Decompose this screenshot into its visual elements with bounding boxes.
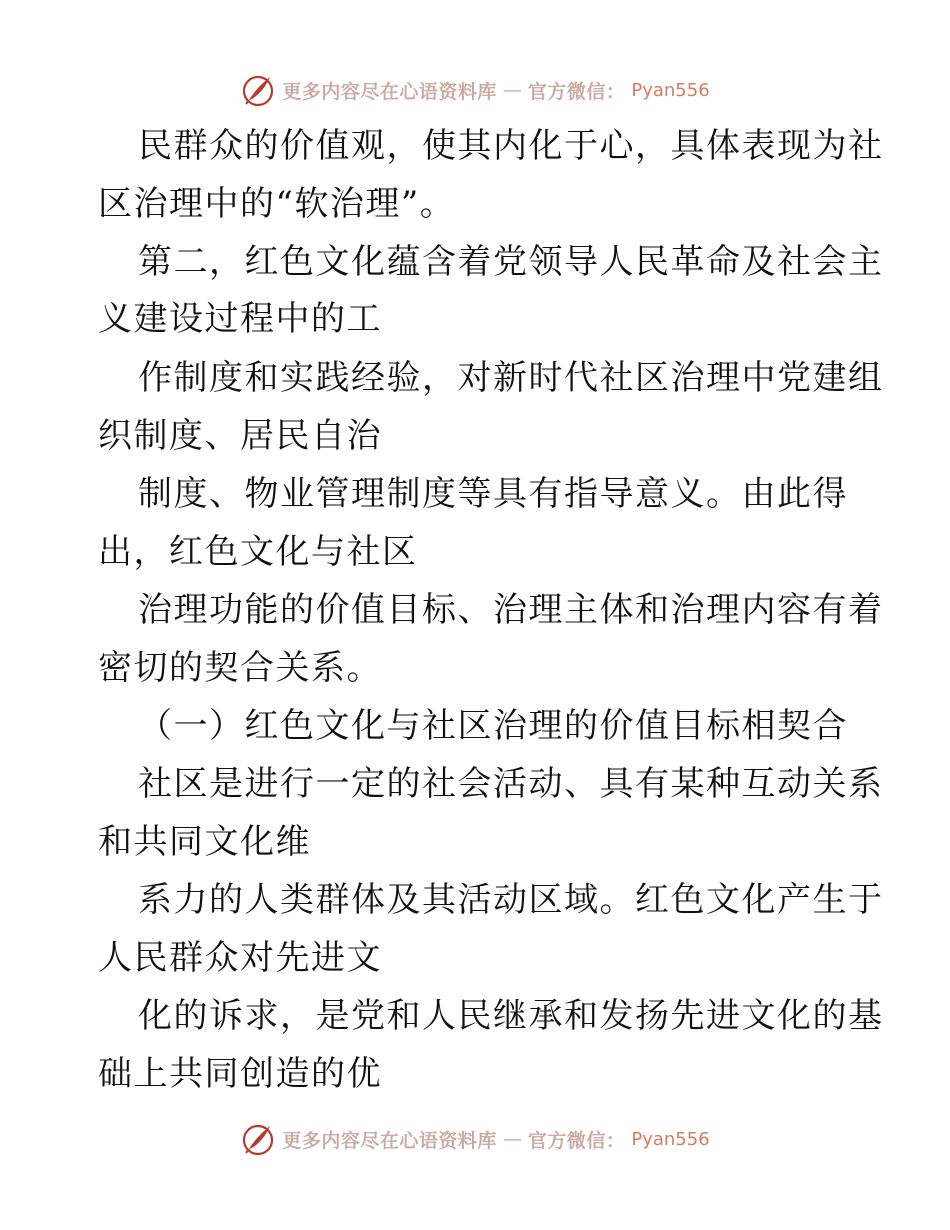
banner-account-id: Pyan556: [631, 1128, 710, 1150]
text-line: 民群众的价值观，使其内化于心，具体表现为社: [138, 126, 884, 166]
banner-title: 更多内容尽在心语资料库: [282, 80, 497, 103]
banner-title: 更多内容尽在心语资料库: [282, 1129, 497, 1152]
banner-account-id: Pyan556: [631, 79, 710, 101]
text-line: 人民群众对先进文: [98, 938, 382, 978]
text-line: 义建设过程中的工: [98, 299, 382, 339]
text-line: 密切的契合关系。: [98, 648, 382, 688]
text-line: 出，红色文化与社区: [98, 532, 418, 572]
banner-account-label: 官方微信：: [527, 80, 626, 103]
text-line: 治理功能的价值目标、治理主体和治理内容有着: [138, 590, 884, 630]
text-line: 化的诉求，是党和人民继承和发扬先进文化的基: [138, 996, 884, 1036]
banner-separator: —: [502, 79, 522, 101]
text-line: 系力的人类群体及其活动区域。红色文化产生于: [138, 880, 884, 920]
text-line: 第二，红色文化蕴含着党领导人民革命及社会主: [138, 242, 884, 282]
text-line: 作制度和实践经验，对新时代社区治理中党建组: [138, 358, 884, 398]
text-line: 社区是进行一定的社会活动、具有某种互动关系: [138, 764, 884, 804]
text-line: 础上共同创造的优: [98, 1054, 382, 1094]
text-line: 和共同文化维: [98, 822, 311, 862]
banner-separator: —: [502, 1128, 522, 1150]
banner-account-label: 官方微信：: [527, 1129, 626, 1152]
text-line: 区治理中的“软治理”。: [98, 184, 456, 224]
text-line: 制度、物业管理制度等具有指导意义。由此得: [138, 474, 848, 514]
text-line: 织制度、居民自治: [98, 416, 382, 456]
footer-banner: [0, 1119, 950, 1159]
section-heading: （一）红色文化与社区治理的价值目标相契合: [138, 706, 848, 746]
quill-logo-icon: [240, 1121, 276, 1157]
